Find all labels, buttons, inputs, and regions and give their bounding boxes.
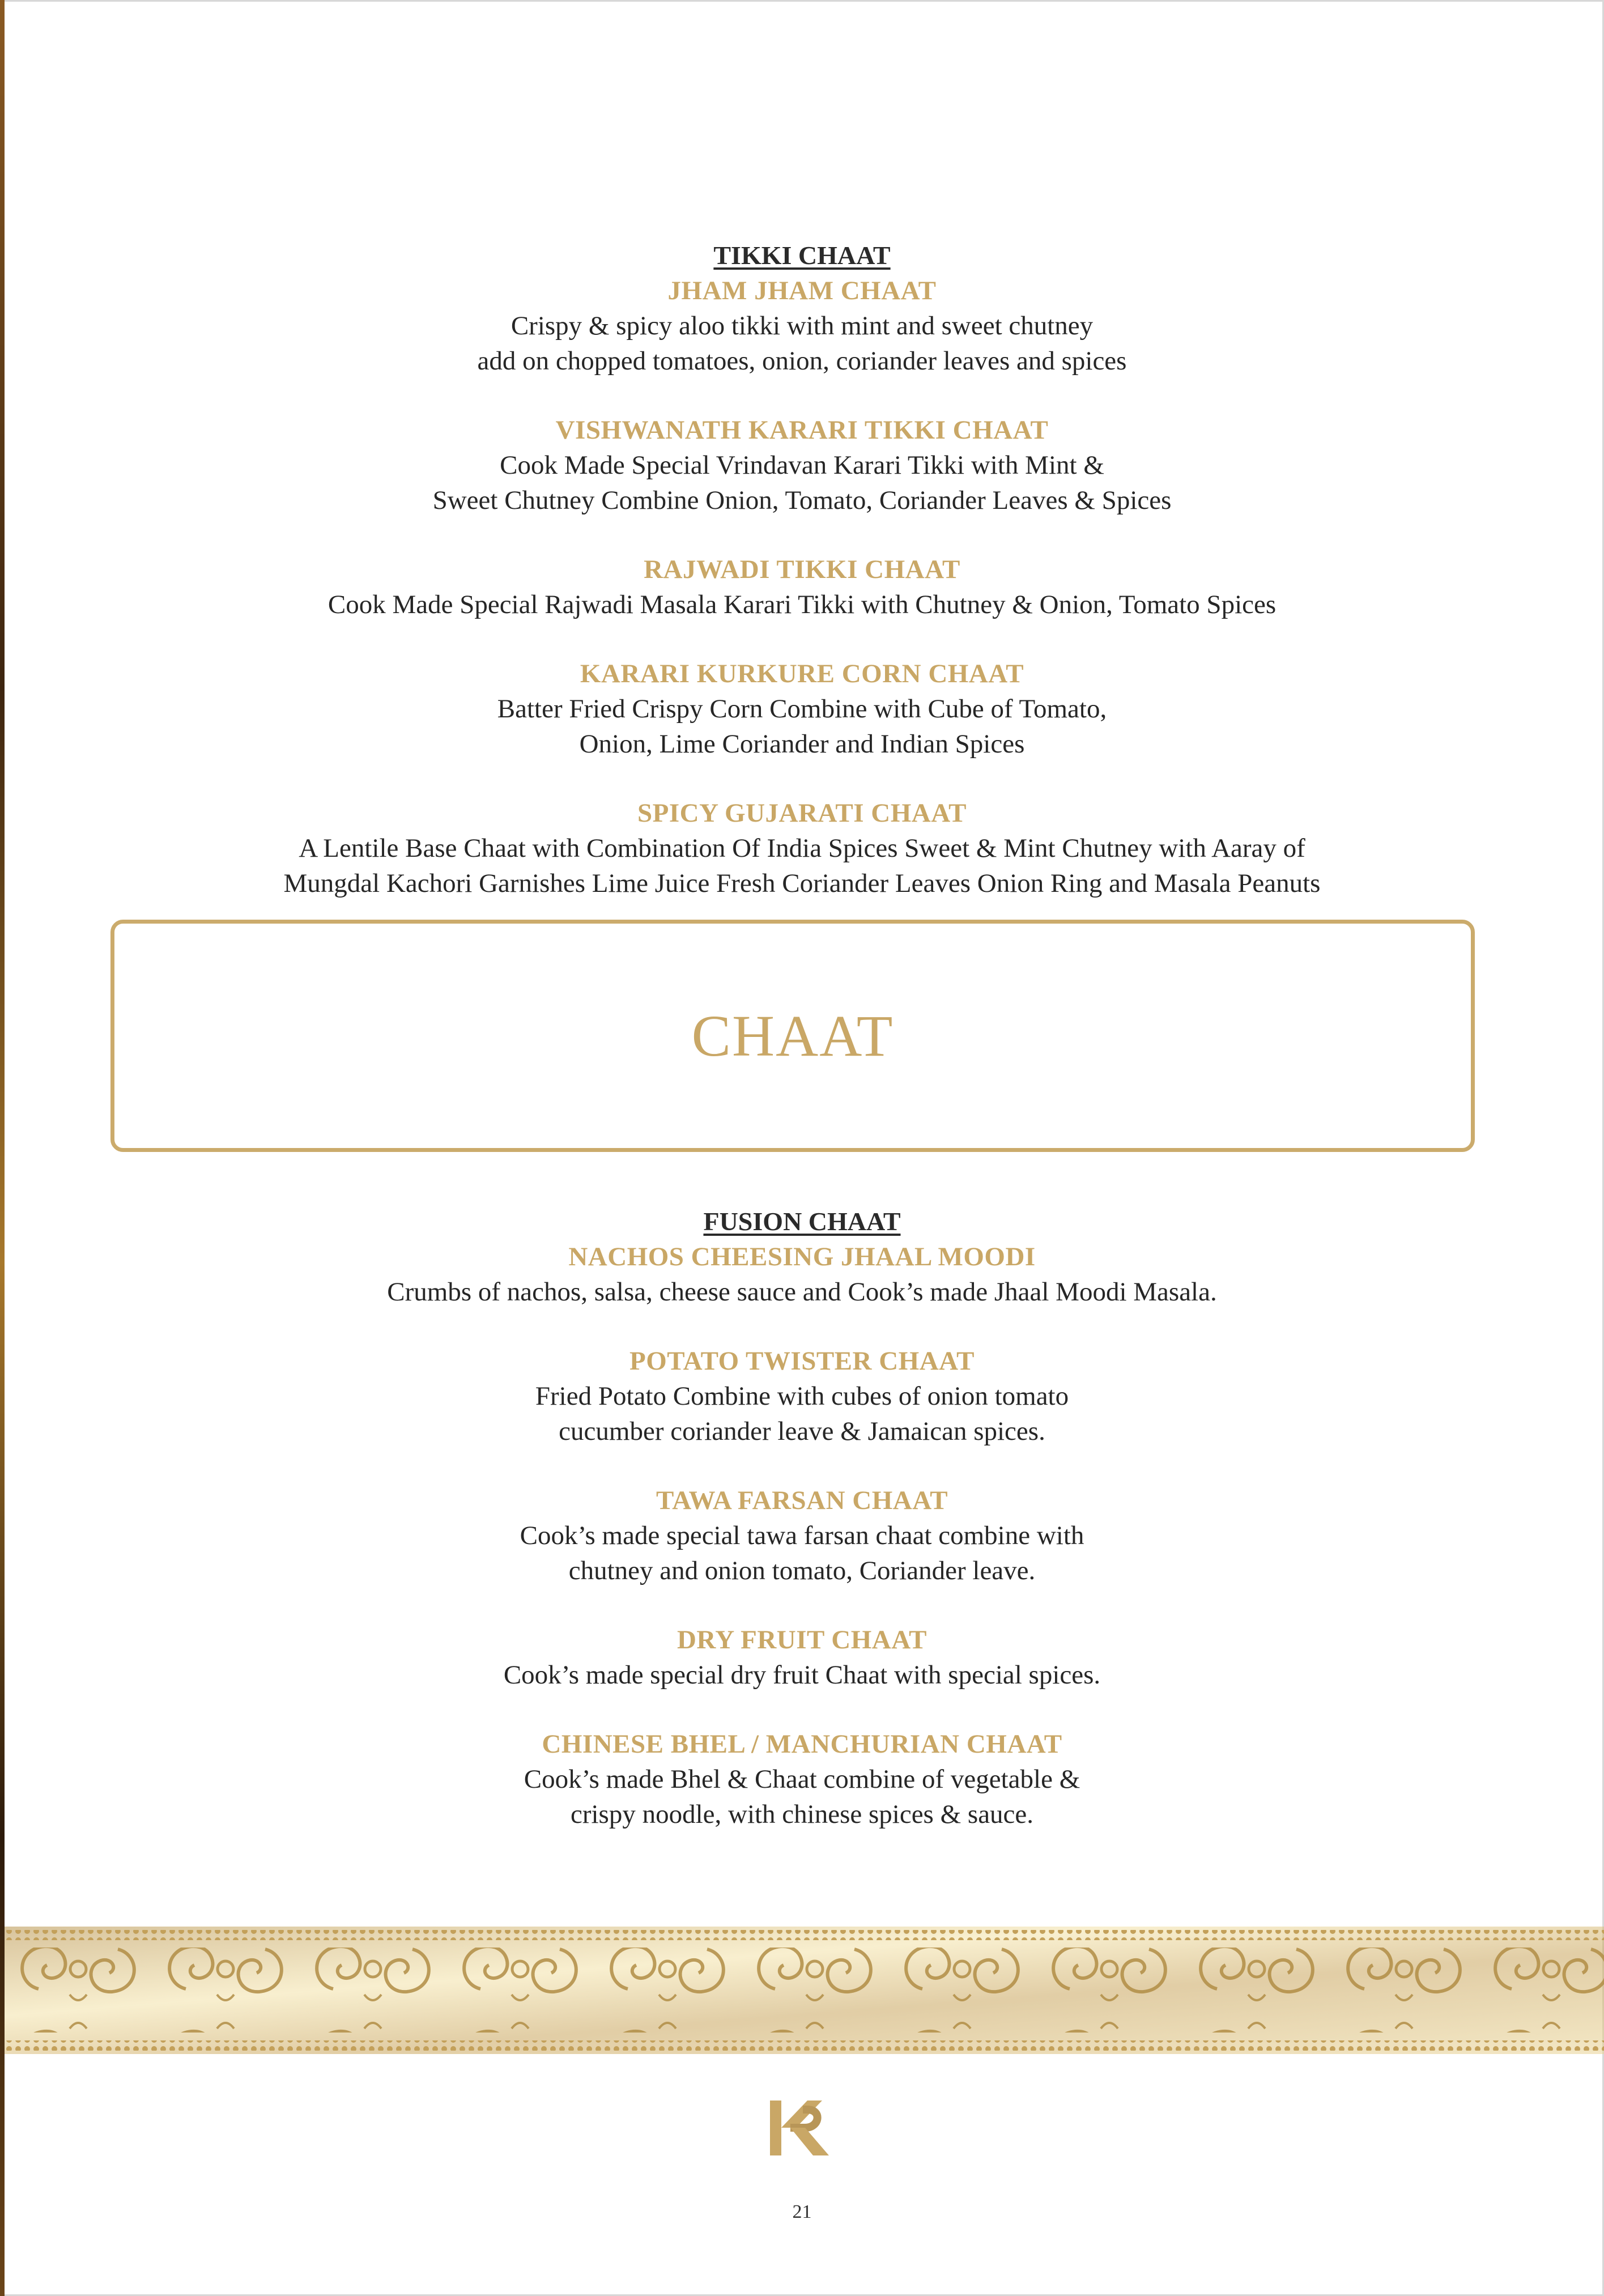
- item-description: Mungdal Kachori Garnishes Lime Juice Fresh Coriander Leaves Onion Ring and Masala Peanuts: [283, 869, 1321, 898]
- item-name: VISHWANATH KARARI TIKKI CHAAT: [555, 415, 1049, 445]
- item-description: Onion, Lime Coriander and Indian Spices: [579, 729, 1025, 759]
- menu-item: [0, 1343, 1604, 1449]
- gold-paisley-border: [5, 1927, 1604, 2054]
- item-description: Fried Potato Combine with cubes of onion tomato: [535, 1381, 1069, 1411]
- menu-item: [0, 552, 1604, 622]
- item-description: A Lentile Base Chaat with Combination Of India Spices Sweet & Mint Chutney with Aaray of: [299, 834, 1305, 863]
- item-description: Crumbs of nachos, salsa, cheese sauce and Cook’s made Jhaal Moodi Masala.: [387, 1277, 1217, 1307]
- item-name: DRY FRUIT CHAAT: [677, 1625, 927, 1655]
- menu-item: [0, 656, 1604, 762]
- section-title: TIKKI CHAAT: [713, 241, 891, 270]
- item-description: cucumber coriander leave & Jamaican spices.: [559, 1417, 1045, 1446]
- kr-logo: [768, 2098, 831, 2158]
- banner-title: CHAAT: [691, 1003, 894, 1069]
- menu-item: [0, 413, 1604, 518]
- menu-item: [0, 796, 1604, 901]
- item-description: add on chopped tomatoes, onion, coriander leaves and spices: [477, 346, 1127, 376]
- item-description: Batter Fried Crispy Corn Combine with Cube of Tomato,: [497, 694, 1107, 724]
- item-description: Cook Made Special Rajwadi Masala Karari Tikki with Chutney & Onion, Tomato Spices: [327, 590, 1277, 619]
- item-description: Cook’s made special tawa farsan chaat combine with: [520, 1521, 1084, 1550]
- menu-item: [0, 1727, 1604, 1832]
- section-fusion-chaat: [0, 1204, 1604, 1832]
- item-name: NACHOS CHEESING JHAAL MOODI: [568, 1242, 1036, 1272]
- item-name: POTATO TWISTER CHAAT: [629, 1346, 975, 1376]
- item-description: Cook’s made special dry fruit Chaat with special spices.: [503, 1660, 1101, 1690]
- item-name: CHINESE BHEL / MANCHURIAN CHAAT: [542, 1729, 1062, 1759]
- item-description: Cook Made Special Vrindavan Karari Tikki with Mint &: [500, 450, 1104, 480]
- item-name: RAJWADI TIKKI CHAAT: [644, 555, 960, 584]
- menu-item: [0, 273, 1604, 379]
- menu-item: [0, 1239, 1604, 1309]
- item-name: KARARI KURKURE CORN CHAAT: [580, 659, 1024, 688]
- item-description: Sweet Chutney Combine Onion, Tomato, Coriander Leaves & Spices: [432, 486, 1172, 515]
- item-name: TAWA FARSAN CHAAT: [656, 1486, 948, 1515]
- menu-item: [0, 1622, 1604, 1693]
- item-description: Crispy & spicy aloo tikki with mint and sweet chutney: [510, 311, 1094, 341]
- section-title: FUSION CHAAT: [703, 1207, 901, 1236]
- item-description: crispy noodle, with chinese spices & sauce.: [570, 1800, 1034, 1829]
- page-number: 21: [792, 2201, 812, 2222]
- item-description: Cook’s made Bhel & Chaat combine of vegetable &: [524, 1764, 1080, 1794]
- category-banner: [110, 920, 1475, 1152]
- item-name: JHAM JHAM CHAAT: [667, 276, 937, 305]
- item-description: chutney and onion tomato, Coriander leave.: [568, 1556, 1036, 1585]
- item-name: SPICY GUJARATI CHAAT: [637, 798, 967, 828]
- menu-item: [0, 1483, 1604, 1588]
- section-tikki-chaat: [0, 238, 1604, 901]
